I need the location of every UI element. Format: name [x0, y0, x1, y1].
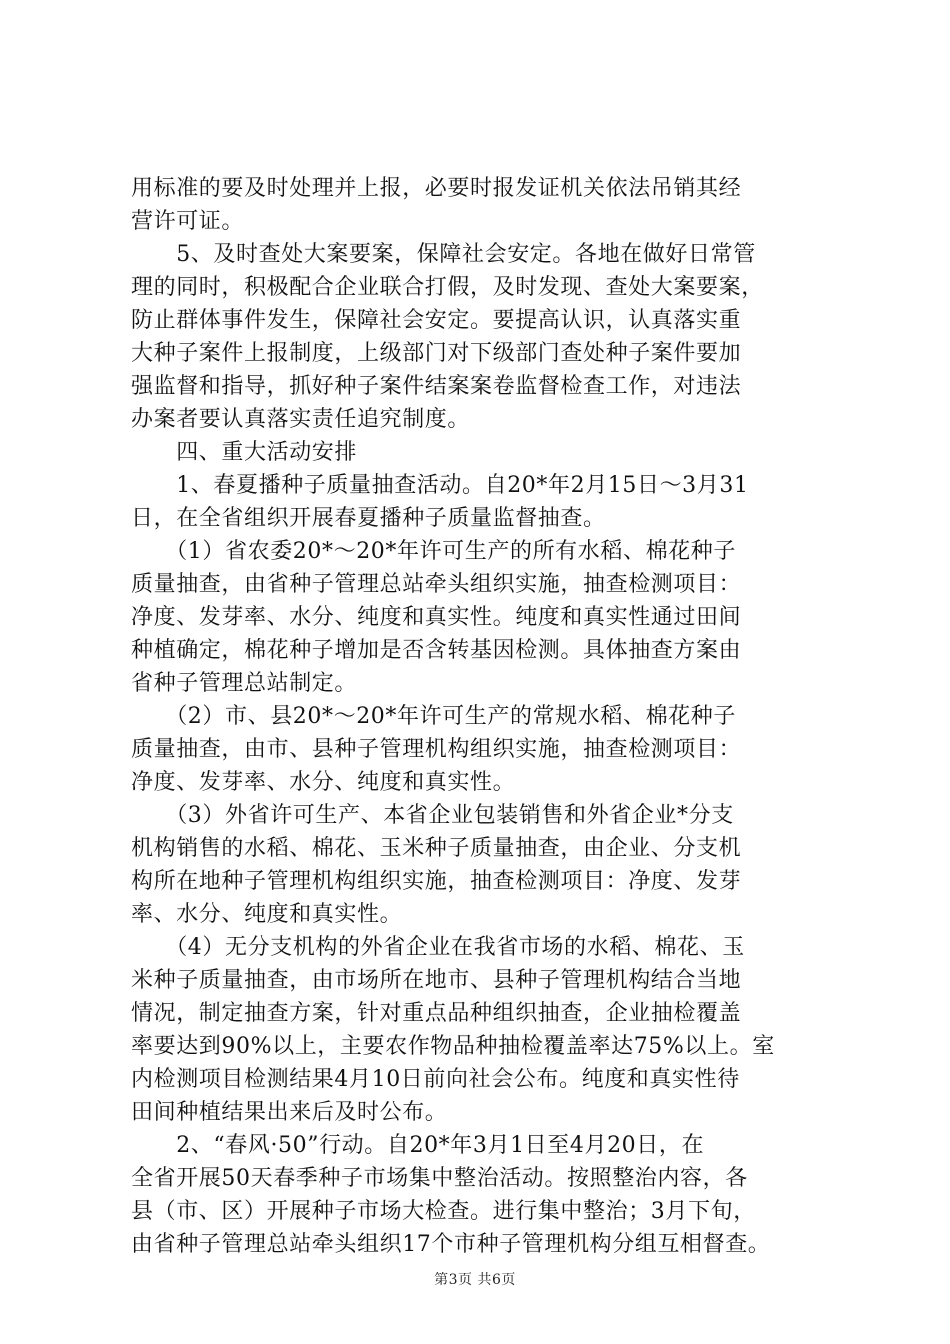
text-line: 四、重大活动安排 — [131, 440, 358, 465]
text-line: 机构销售的水稻、棉花、玉米种子质量抽查，由企业、分支机 — [131, 836, 742, 861]
text-line: 强监督和指导，抓好种子案件结案案卷监督检查工作，对违法 — [131, 374, 742, 399]
text-line: 田间种植结果出来后及时公布。 — [131, 1100, 448, 1125]
text-line: 由省种子管理总站牵头组织17个市种子管理机构分组互相督查。 — [131, 1232, 771, 1257]
text-line: 理的同时，积极配合企业联合打假，及时发现、查处大案要案， — [131, 275, 764, 300]
page-footer: 第3页 共6页 — [434, 1272, 516, 1288]
text-line: 构所在地种子管理机构组织实施，抽查检测项目：净度、发芽 — [131, 869, 742, 894]
document-body — [131, 172, 831, 1261]
text-line: 净度、发芽率、水分、纯度和真实性。纯度和真实性通过田间 — [131, 605, 742, 630]
text-line: 日，在全省组织开展春夏播种子质量监督抽查。 — [131, 506, 606, 531]
text-line: 1、春夏播种子质量抽查活动。自20*年2月15日～3月31 — [131, 473, 749, 498]
text-line: （4）无分支机构的外省企业在我省市场的水稻、棉花、玉 — [131, 935, 745, 960]
text-line: 大种子案件上报制度，上级部门对下级部门查处种子案件要加 — [131, 341, 742, 366]
text-line: 质量抽查，由省种子管理总站牵头组织实施，抽查检测项目： — [131, 572, 742, 597]
text-line: 用标准的要及时处理并上报，必要时报发证机关依法吊销其经 — [131, 176, 742, 201]
text-line: 营许可证。 — [131, 209, 245, 234]
text-line: 防止群体事件发生，保障社会安定。要提高认识，认真落实重 — [131, 308, 742, 333]
text-line: 情况，制定抽查方案，针对重点品种组织抽查，企业抽检覆盖 — [131, 1001, 742, 1026]
text-line: （3）外省许可生产、本省企业包装销售和外省企业*分支 — [131, 803, 734, 828]
text-line: 质量抽查，由市、县种子管理机构组织实施，抽查检测项目： — [131, 737, 742, 762]
text-line: 县（市、区）开展种子市场大检查。进行集中整治；3月下旬， — [131, 1199, 756, 1224]
text-line: 率、水分、纯度和真实性。 — [131, 902, 403, 927]
text-line: 内检测项目检测结果4月10日前向社会公布。纯度和真实性待 — [131, 1067, 740, 1092]
text-line: （1）省农委20*～20*年许可生产的所有水稻、棉花种子 — [131, 539, 736, 564]
text-line: 率要达到90%以上，主要农作物品种抽检覆盖率达75%以上。室 — [131, 1034, 775, 1059]
text-line: 全省开展50天春季种子市场集中整治活动。按照整治内容，各 — [131, 1166, 748, 1191]
text-line: 办案者要认真落实责任追究制度。 — [131, 407, 471, 432]
text-line: 5、及时查处大案要案，保障社会安定。各地在做好日常管 — [131, 242, 756, 267]
text-line: 省种子管理总站制定。 — [131, 671, 358, 696]
text-line: 种植确定，棉花种子增加是否含转基因检测。具体抽查方案由 — [131, 638, 742, 663]
text-line: 2、“春风·50”行动。自20*年3月1日至4月20日，在 — [131, 1133, 705, 1158]
text-line: 米种子质量抽查，由市场所在地市、县种子管理机构结合当地 — [131, 968, 742, 993]
text-line: （2）市、县20*～20*年许可生产的常规水稻、棉花种子 — [131, 704, 736, 729]
text-line: 净度、发芽率、水分、纯度和真实性。 — [131, 770, 516, 795]
